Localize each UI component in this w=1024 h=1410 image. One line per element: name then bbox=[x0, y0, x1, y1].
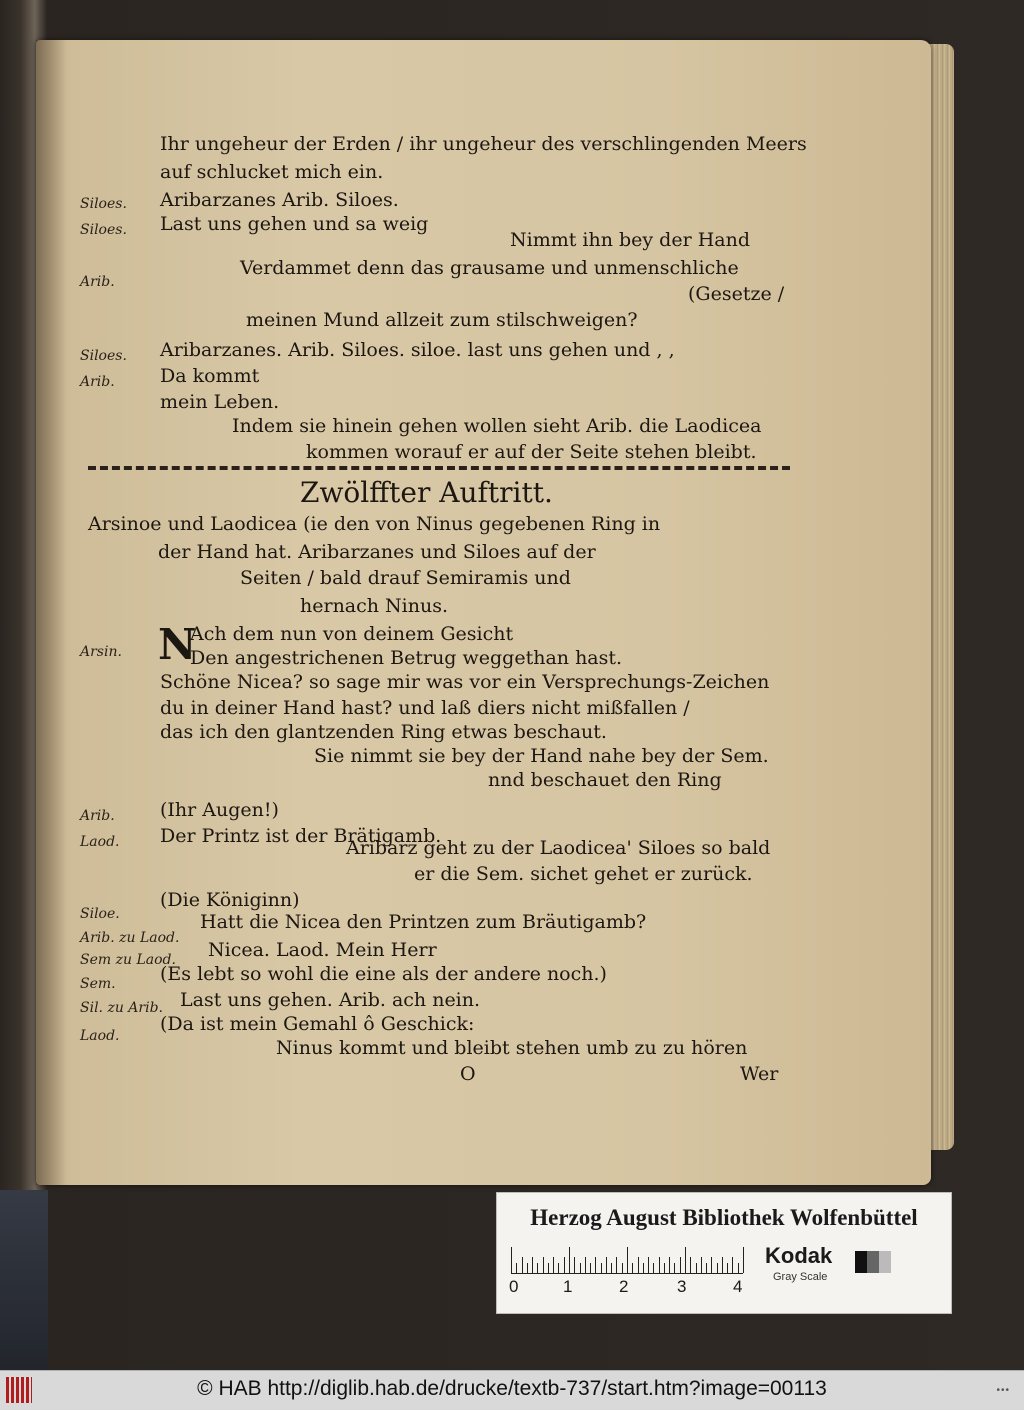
drop-cap: N bbox=[158, 620, 197, 669]
ruler-tick bbox=[743, 1247, 744, 1273]
ruler-tick bbox=[727, 1263, 728, 1273]
ruler-tick bbox=[685, 1247, 686, 1273]
text-line: auf schlucket mich ein. bbox=[160, 161, 384, 183]
stage-direction: Aribarz geht zu der Laodicea' Siloes so bald bbox=[346, 837, 771, 859]
corner-mark: ••• bbox=[996, 1385, 1010, 1396]
dialogue-line: (Ihr Augen!) bbox=[160, 799, 279, 821]
ruler-tick bbox=[595, 1257, 596, 1273]
scene-heading: Zwölffter Auftritt. bbox=[300, 476, 553, 509]
dialogue-line: (Die Königinn) bbox=[160, 889, 300, 911]
stage-direction: Indem sie hinein gehen wollen sieht Arib. die Laodicea bbox=[232, 415, 762, 437]
dialogue-line: (Es lebt so wohl die eine als der andere noch.) bbox=[160, 963, 607, 985]
dialogue-line: Nicea. Laod. Mein Herr bbox=[208, 939, 437, 961]
ruler-number: 4 bbox=[733, 1277, 743, 1296]
ruler-tick bbox=[674, 1263, 675, 1273]
ruler-tick bbox=[659, 1257, 660, 1273]
scene-intro-line: der Hand hat. Aribarzanes und Siloes auf der bbox=[158, 541, 596, 563]
ruler-tick bbox=[732, 1257, 733, 1273]
ruler-tick bbox=[569, 1247, 570, 1273]
speaker-label: Siloes. bbox=[80, 348, 127, 364]
ruler-tick bbox=[632, 1263, 633, 1273]
dialogue-line: Schöne Nicea? so sage mir was vor ein Versprechungs-Zeichen bbox=[160, 671, 770, 693]
ruler-tick bbox=[511, 1247, 512, 1273]
ruler-tick bbox=[590, 1263, 591, 1273]
ruler-tick bbox=[558, 1263, 559, 1273]
ruler-tick bbox=[669, 1257, 670, 1273]
stage-direction: nnd beschauet den Ring bbox=[488, 769, 722, 791]
ruler-tick bbox=[717, 1263, 718, 1273]
signature-mark: O bbox=[460, 1063, 476, 1085]
ruler-tick bbox=[601, 1263, 602, 1273]
ruler-tick bbox=[701, 1257, 702, 1273]
scene-intro-line: hernach Ninus. bbox=[300, 595, 449, 617]
footer-bar bbox=[0, 1370, 1024, 1410]
speaker-label: Arsin. bbox=[80, 644, 122, 660]
speaker-label: Arib. bbox=[80, 274, 115, 290]
text-line: mein Leben. bbox=[160, 391, 280, 413]
kodak-subtitle: Gray Scale bbox=[773, 1271, 828, 1283]
speaker-label: Sem. bbox=[80, 976, 116, 992]
ruler-tick bbox=[643, 1263, 644, 1273]
ruler-tick bbox=[580, 1263, 581, 1273]
ruler-tick bbox=[638, 1257, 639, 1273]
scale-ruler bbox=[511, 1245, 743, 1274]
text-line: Aribarzanes. Arib. Siloes. siloe. last uns gehen und , , bbox=[160, 339, 675, 361]
ruler-tick bbox=[574, 1257, 575, 1273]
ruler-tick bbox=[548, 1263, 549, 1273]
ruler-number: 3 bbox=[677, 1277, 687, 1296]
ruler-tick bbox=[696, 1263, 697, 1273]
dialogue-line: du in deiner Hand hast? und laß diers nicht mißfallen / bbox=[160, 697, 690, 719]
dialogue-line: Der Printz ist der Brätigamb. bbox=[160, 825, 442, 847]
ruler-tick bbox=[738, 1263, 739, 1273]
ruler-tick bbox=[543, 1257, 544, 1273]
text-line: Last uns gehen und sa weig bbox=[160, 213, 429, 235]
ruler-number: 0 bbox=[509, 1277, 519, 1296]
text-line: (Gesetze / bbox=[688, 283, 785, 305]
ruler-tick bbox=[690, 1257, 691, 1273]
ruler-tick bbox=[564, 1257, 565, 1273]
gray-patch bbox=[855, 1251, 867, 1273]
ruler-tick bbox=[606, 1257, 607, 1273]
ruler-tick bbox=[680, 1257, 681, 1273]
text-line: Ihr ungeheur der Erden / ihr ungeheur des verschlingenden Meers bbox=[160, 133, 807, 155]
ruler-tick bbox=[622, 1263, 623, 1273]
speaker-label: Siloes. bbox=[80, 222, 127, 238]
card-title: Herzog August Bibliothek Wolfenbüttel bbox=[530, 1205, 918, 1230]
stage-direction: er die Sem. sichet gehet er zurück. bbox=[414, 863, 753, 885]
ruler-tick bbox=[537, 1263, 538, 1273]
dialogue-line: (Da ist mein Gemahl ô Geschick: bbox=[160, 1013, 475, 1035]
ruler-tick bbox=[516, 1263, 517, 1273]
ruler-tick bbox=[648, 1257, 649, 1273]
ruler-tick bbox=[527, 1263, 528, 1273]
book-spine bbox=[0, 1190, 48, 1370]
scene-intro-line: Seiten / bald drauf Semiramis und bbox=[240, 567, 571, 589]
speaker-label: Laod. bbox=[80, 1028, 120, 1044]
copyright-url[interactable]: © HAB http://diglib.hab.de/drucke/textb-737/start.htm?image=00113 bbox=[197, 1377, 827, 1400]
stage-direction: Nimmt ihn bey der Hand bbox=[510, 229, 751, 251]
speaker-label: Arib. bbox=[80, 808, 115, 824]
speaker-label: Sil. zu Arib. bbox=[80, 1000, 163, 1016]
speaker-label: Sem zu Laod. bbox=[80, 952, 176, 968]
text-line: Aribarzanes Arib. Siloes. bbox=[160, 189, 399, 211]
gray-patch bbox=[879, 1251, 891, 1273]
gutter-shadow bbox=[36, 40, 66, 1185]
speaker-label: Arib. zu Laod. bbox=[80, 930, 180, 946]
speaker-label: Laod. bbox=[80, 834, 120, 850]
ruler-tick bbox=[706, 1263, 707, 1273]
ruler-tick bbox=[722, 1257, 723, 1273]
text-line: Da kommt bbox=[160, 365, 260, 387]
color-reference-card bbox=[496, 1192, 952, 1314]
text-line: Verdammet denn das grausame und unmenschliche bbox=[240, 257, 739, 279]
ruler-tick bbox=[611, 1263, 612, 1273]
stage-direction: Ninus kommt und bleibt stehen umb zu zu hören bbox=[276, 1037, 748, 1059]
stage-direction: Sie nimmt sie bey der Hand nahe bey der Sem. bbox=[314, 745, 769, 767]
speaker-label: Siloe. bbox=[80, 906, 120, 922]
ruler-tick bbox=[522, 1257, 523, 1273]
dialogue-line: das ich den glantzenden Ring etwas beschaut. bbox=[160, 721, 607, 743]
dialogue-line: Hatt die Nicea den Printzen zum Bräutigamb? bbox=[200, 911, 647, 933]
section-divider bbox=[88, 466, 790, 470]
ruler-number: 2 bbox=[619, 1277, 629, 1296]
dialogue-line: Ach dem nun von deinem Gesicht bbox=[190, 623, 514, 645]
speaker-label: Arib. bbox=[80, 374, 115, 390]
ruler-tick bbox=[585, 1257, 586, 1273]
ruler-tick bbox=[532, 1257, 533, 1273]
scene-intro-line: Arsinoe und Laodicea (ie den von Ninus gegebenen Ring in bbox=[88, 513, 661, 535]
speaker-label: Siloes. bbox=[80, 196, 127, 212]
ruler-tick bbox=[616, 1257, 617, 1273]
ruler-tick bbox=[664, 1263, 665, 1273]
kodak-logo: Kodak bbox=[765, 1243, 833, 1268]
ruler-tick bbox=[553, 1257, 554, 1273]
ruler-tick bbox=[711, 1257, 712, 1273]
ruler-tick bbox=[627, 1247, 628, 1273]
text-line: meinen Mund allzeit zum stilschweigen? bbox=[246, 309, 638, 331]
ruler-number: 1 bbox=[563, 1277, 573, 1296]
dialogue-line: Den angestrichenen Betrug weggethan hast. bbox=[190, 647, 623, 669]
stage-direction: kommen worauf er auf der Seite stehen bleibt. bbox=[306, 441, 757, 463]
catchword: Wer bbox=[740, 1063, 779, 1085]
ruler-tick bbox=[653, 1263, 654, 1273]
dialogue-line: Last uns gehen. Arib. ach nein. bbox=[180, 989, 481, 1011]
gray-patch bbox=[867, 1251, 879, 1273]
